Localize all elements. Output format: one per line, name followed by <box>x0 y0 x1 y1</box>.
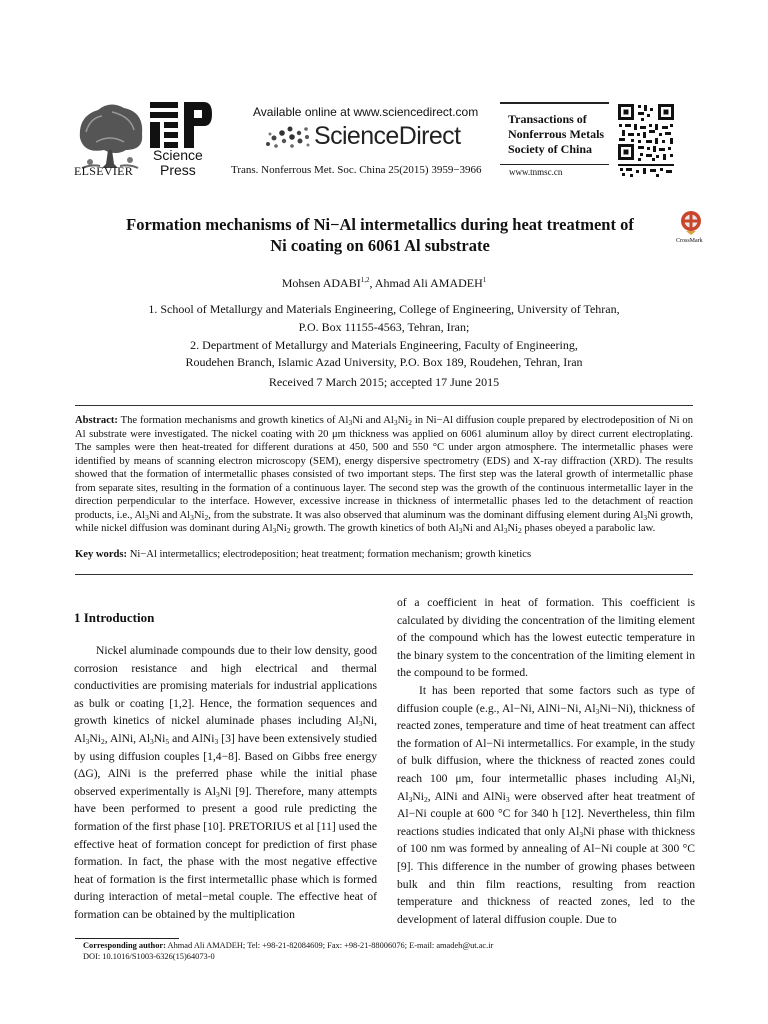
body-text: and AlNi <box>169 731 215 745</box>
sciencedirect-dots-icon <box>262 124 312 152</box>
paper-title-line2: Ni coating on 6061 Al substrate <box>270 236 490 255</box>
abstract-bottom-rule <box>75 574 693 575</box>
journal-name-line2: Nonferrous Metals <box>508 127 605 141</box>
body-text: Ni phase with thickness of 100 nm was formed by annealing of Al−Ni couple at 300 °C [9]. This difference in the number of growing phases between bulk and thin film reactions, resulting from reaction temperature and thickness of reacted zones, led to the development of lateral diffusion couple. Due to <box>397 824 695 926</box>
sciencedirect-wordmark: ScienceDirect <box>314 122 461 150</box>
corresponding-author <box>83 940 493 951</box>
author-name: Ahmad Ali AMADEH <box>374 276 483 290</box>
footnote <box>83 940 493 962</box>
abstract <box>75 414 693 536</box>
body-text: , AlNi, Al <box>104 731 151 745</box>
body-text: Ni, Al <box>397 771 695 803</box>
keywords-text: Ni−Al intermetallics; electrodeposition; heat treatment; formation mechanism; growth kinetics <box>127 549 532 560</box>
body-text: [3] have been extensively studied by using diffusion couples [1,4−8]. Based on Gibbs free energy (ΔG), AlNi is the preferred phase while the initial phase observed experimentally is Al <box>74 731 377 798</box>
journal-name-line3: Society of China <box>508 142 592 156</box>
body-text: Ni [9]. Therefore, many attempts have been performed to present a good rule predicting the formation of the first phase [10]. PRETORIUS et al [11] used the effective heat of formation concept for prediction of first phase formation. In fact, the phase with the most negative effective heat of formation is the first intermetallic phase which is formed during interaction of metal−metal couple. The effective heat of formation can be obtained by the multiplication <box>74 784 377 921</box>
subscript: 2 <box>408 418 412 427</box>
affiliation-line: 2. Department of Metallurgy and Materials Engineering, Faculty of Engineering, <box>190 338 578 352</box>
abstract-text: Ni <box>193 509 205 521</box>
subscript: 3 <box>358 719 363 729</box>
doi: DOI: 10.1016/S1003-6326(15)64073-0 <box>83 952 215 961</box>
body-text: It has been reported that some factors such as type of diffusion couple (e.g., Al−Ni, AlNi−Ni, Al <box>397 683 695 715</box>
journal-name-line1: Transactions of <box>508 112 587 126</box>
body-text: Ni, Al <box>74 714 377 745</box>
abstract-text: Ni and Al <box>462 523 504 534</box>
subscript: 3 <box>150 736 154 746</box>
subscript: 3 <box>393 418 398 427</box>
subscript: 5 <box>165 736 170 746</box>
subscript: 3 <box>595 706 600 716</box>
affiliation-line: Roudehen Branch, Islamic Azad University, P.O. Box 189, Roudehen, Tehran, Iran <box>185 355 583 369</box>
science-press-logo <box>150 100 212 150</box>
paper-title-line1: Formation mechanisms of Ni−Al intermetallics during heat treatment of <box>126 215 634 234</box>
author-separator: , <box>369 276 375 290</box>
section-heading: 1 Introduction <box>74 610 155 625</box>
subscript: 3 <box>145 512 149 522</box>
subscript: 2 <box>100 736 105 746</box>
journal-url: www.tnmsc.cn <box>509 167 563 177</box>
subscript: 3 <box>214 736 219 746</box>
subscript: 3 <box>190 512 194 522</box>
available-online-text: Available online at www.sciencedirect.com <box>253 105 479 119</box>
abstract-label: Abstract: <box>75 415 118 426</box>
subscript: 3 <box>272 526 277 535</box>
subscript: 3 <box>643 512 648 522</box>
science-press-name-line2: Press <box>160 162 196 178</box>
affiliation-line: 1. School of Metallurgy and Materials Engineering, College of Engineering, University of Tehran, <box>148 302 620 316</box>
abstract-text: Ni growth, while nickel diffusion was dominant during Al <box>75 509 694 534</box>
keywords-label: Key words: <box>75 549 128 560</box>
subscript: 2 <box>286 526 291 535</box>
body-text: were observed after heat treatment of Al−Ni couple at 600 °C for 340 h [12]. Nevertheless, thin film reactions studies indicated that only Al <box>397 789 696 838</box>
abstract-text: Ni and Al <box>148 509 191 521</box>
abstract-text: phases obeyed a parabolic law. <box>521 523 656 534</box>
author-affiliation-sup: 1,2 <box>360 276 370 284</box>
subscript: 3 <box>348 418 353 427</box>
corresponding-author-text: Ahmad Ali AMADEH; Tel: +98-21-82084609; Fax: +98-21-88006076; E-mail: amadeh@ut.ac.ir <box>165 941 494 950</box>
paper-title <box>80 214 680 256</box>
author-affiliation-sup: 1 <box>482 276 487 284</box>
elsevier-wordmark: ELSEVIER <box>74 164 134 178</box>
subscript: 3 <box>505 794 510 804</box>
abstract-text: Ni and Al <box>352 415 394 426</box>
journal-name <box>508 112 618 157</box>
subscript: 2 <box>518 526 522 535</box>
body-text: Ni−Ni), thickness of reacted zones, temperature and time of heat treatment can affect the formation of Al−Ni intermetallics. For example, in the study of bulk diffusion, where the thickness of reacted zones could reach 100 μm, four intermetallic phases including Al <box>397 701 695 785</box>
right-column <box>397 594 695 928</box>
affiliation-line: P.O. Box 11155-4563, Tehran, Iran; <box>298 320 470 334</box>
abstract-text: Ni <box>397 415 409 426</box>
subscript: 3 <box>458 526 463 535</box>
abstract-top-rule <box>75 405 693 406</box>
footnote-rule <box>75 938 179 939</box>
subscript: 3 <box>676 776 681 786</box>
paragraph: of a coefficient in heat of formation. This coefficient is calculated by dividing the concentration of the limiting element of the compound which has the lowest eutectic temperature in the binary system to the concentration of the limiting element in the compound to be formed. <box>397 596 695 680</box>
subscript: 3 <box>579 829 584 839</box>
subscript: 3 <box>215 789 220 799</box>
left-column <box>74 642 377 924</box>
subscript: 2 <box>204 512 209 522</box>
crossmark-icon[interactable] <box>680 210 702 236</box>
journal-citation: Trans. Nonferrous Met. Soc. China 25(2015) 3959−3966 <box>231 164 482 176</box>
paragraph <box>74 642 377 924</box>
science-press-name-line1: Science <box>153 147 203 163</box>
abstract-text: in Ni−Al diffusion couple prepared by electrodeposition of Ni on Al substrate were investigated. The nickel coating with 20 μm thickness was applied on 6061 aluminum alloy by direct current electroplating. The samples were then heat-treated for different durations at 450, 500 and 550 °C under argon atmosphere. The intermetallic phases were identified by means of scanning electron microscopy (SEM), energy dispersive spectrometry (EDS) and X-ray diffraction (XRD). The results showed that the formation of intermetallic phases consisted of two important steps. The first step was the lateral growth of intermetallic phase from separate sites, resulting in the formation of a continuous layer. The second step was the growth of the continuous intermetallic layer in the direction perpendicular to the interface. However, excessive increase in thickness of intermetallic phases led to the detachment of reaction products, i.e., Al <box>75 415 693 521</box>
author-list <box>0 276 768 291</box>
body-text: , AlNi and AlNi <box>427 789 506 803</box>
qr-code-icon <box>616 102 676 178</box>
abstract-text: Ni <box>276 523 287 534</box>
abstract-text: The formation mechanisms and growth kinetics of Al <box>117 415 349 426</box>
subscript: 2 <box>423 794 428 804</box>
abstract-text: growth. The growth kinetics of both Al <box>290 523 459 534</box>
paragraph <box>397 682 695 928</box>
abstract-text: Ni <box>507 523 519 534</box>
crossmark-label: CrossMark <box>676 238 703 244</box>
received-dates: Received 7 March 2015; accepted 17 June 2015 <box>268 375 500 389</box>
subscript: 3 <box>408 794 413 804</box>
keywords <box>75 548 693 561</box>
abstract-text: , from the substrate. It was also observed that aluminum was the dominant diffusing element during Al <box>208 509 644 521</box>
subscript: 3 <box>503 526 508 535</box>
author-name: Mohsen ADABI <box>281 276 361 290</box>
body-text: Ni <box>89 731 101 745</box>
body-text: Nickel aluminade compounds due to their low density, good corrosion resistance and high electrical and thermal conductivities are promising materials for industrial applications as bulk or coating [1,2]. Hence, the formation sequences and growth kinetics of nickel aluminade phases including Al <box>74 644 377 728</box>
body-text: Ni <box>153 731 166 745</box>
body-text: Ni <box>412 789 424 803</box>
subscript: 3 <box>85 736 90 746</box>
corresponding-author-label: Corresponding author: <box>83 941 166 950</box>
